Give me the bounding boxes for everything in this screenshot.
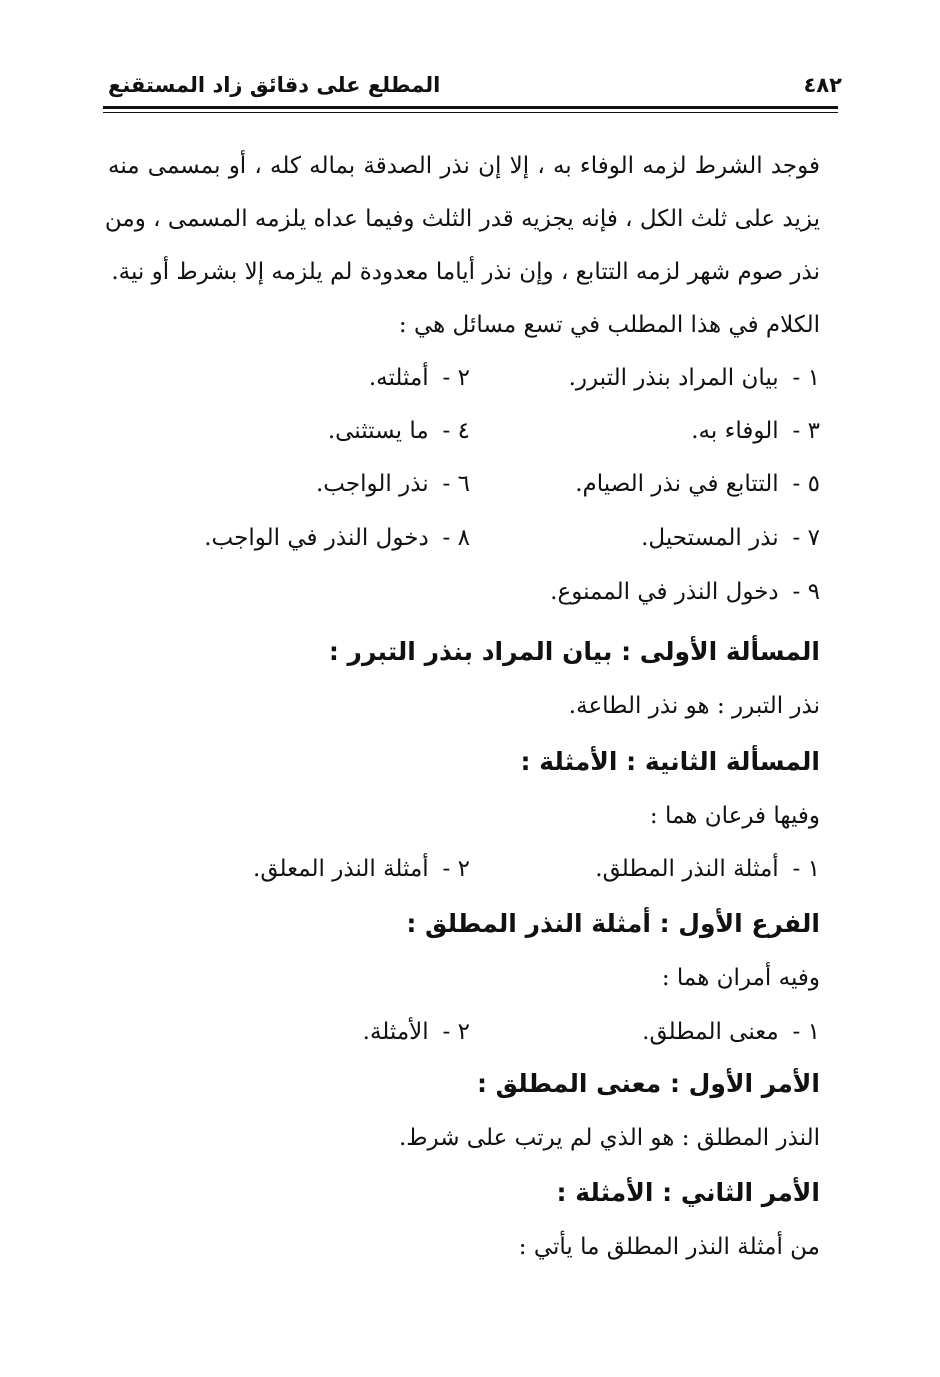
issue-text: الوفاء به.	[691, 418, 779, 444]
issue-number: ٧ -	[792, 525, 820, 551]
matter-text: من أمثلة النذر المطلق ما يأتي :	[518, 1234, 820, 1260]
list-text: معنى المطلق.	[642, 1019, 779, 1045]
issue-number: ١ -	[792, 365, 820, 391]
issue-text: أمثلته.	[368, 365, 429, 391]
issue-number: ٦ -	[442, 471, 470, 497]
list-number: ٢ -	[442, 856, 470, 882]
issue-number: ٢ -	[442, 365, 470, 391]
issue-text: نذر الواجب.	[316, 471, 429, 497]
matter-text: النذر المطلق : هو الذي لم يرتب على شرط.	[398, 1125, 820, 1151]
list-number: ٢ -	[442, 1019, 470, 1045]
issue-item	[691, 405, 820, 457]
issue-text: بيان المراد بنذر التبرر.	[568, 365, 779, 391]
page-number: ٤٨٢	[803, 73, 842, 97]
list-text: أمثلة النذر المطلق.	[595, 856, 779, 882]
list-number: ١ -	[792, 1019, 820, 1045]
list-item	[642, 1006, 820, 1058]
list-item	[595, 843, 820, 895]
subsection-heading: الفرع الأول : أمثلة النذر المطلق :	[406, 909, 820, 938]
issue-text: ما يستثنى.	[327, 418, 429, 444]
issue-item	[369, 352, 470, 404]
issue-number: ٣ -	[792, 418, 820, 444]
issue-text: دخول النذر في الممنوع.	[550, 579, 779, 605]
list-number: ١ -	[792, 856, 820, 882]
list-item	[363, 1006, 470, 1058]
matter-heading: الأمر الأول : معنى المطلق :	[476, 1069, 820, 1098]
intro-paragraph-line: نذر صوم شهر لزمه التتابع ، وإن نذر أياما معدودة لم يلزمه إلا بشرط أو نية.	[111, 259, 820, 285]
issue-item	[569, 352, 820, 404]
issue-number: ٩ -	[792, 579, 820, 605]
issue-item	[550, 566, 820, 618]
issue-item	[204, 512, 470, 564]
intro-paragraph-line: فوجد الشرط لزمه الوفاء به ، إلا إن نذر الصدقة بماله كله ، أو بمسمى منه	[108, 153, 820, 179]
issue-item	[316, 458, 470, 510]
issue-number: ٤ -	[442, 418, 470, 444]
issue-number: ٥ -	[792, 471, 820, 497]
section-heading: المسألة الثانية : الأمثلة :	[520, 747, 820, 776]
list-text: أمثلة النذر المعلق.	[253, 856, 429, 882]
header-rule-thin	[103, 112, 838, 113]
issue-text: نذر المستحيل.	[641, 525, 779, 551]
list-item	[253, 843, 470, 895]
subsection-intro: وفيه أمران هما :	[661, 965, 820, 991]
issue-number: ٨ -	[442, 525, 470, 551]
matter-heading: الأمر الثاني : الأمثلة :	[556, 1178, 820, 1207]
section-text: نذر التبرر : هو نذر الطاعة.	[568, 693, 820, 719]
list-text: الأمثلة.	[362, 1019, 429, 1045]
section-intro: وفيها فرعان هما :	[649, 803, 820, 829]
intro-paragraph-line: يزيد على ثلث الكل ، فإنه يجزيه قدر الثلث وفيما عداه يلزمه المسمى ، ومن	[104, 206, 820, 232]
issue-text: التتابع في نذر الصيام.	[575, 471, 779, 497]
issue-item	[641, 512, 820, 564]
issue-text: دخول النذر في الواجب.	[204, 525, 429, 551]
issue-item	[575, 458, 820, 510]
header-rule-thick	[103, 106, 838, 109]
running-title: المطلع على دقائق زاد المستقنع	[108, 73, 441, 97]
section-heading: المسألة الأولى : بيان المراد بنذر التبرر :	[328, 637, 820, 666]
issues-intro-line: الكلام في هذا المطلب في تسع مسائل هي :	[398, 312, 820, 338]
issue-item	[328, 405, 470, 457]
